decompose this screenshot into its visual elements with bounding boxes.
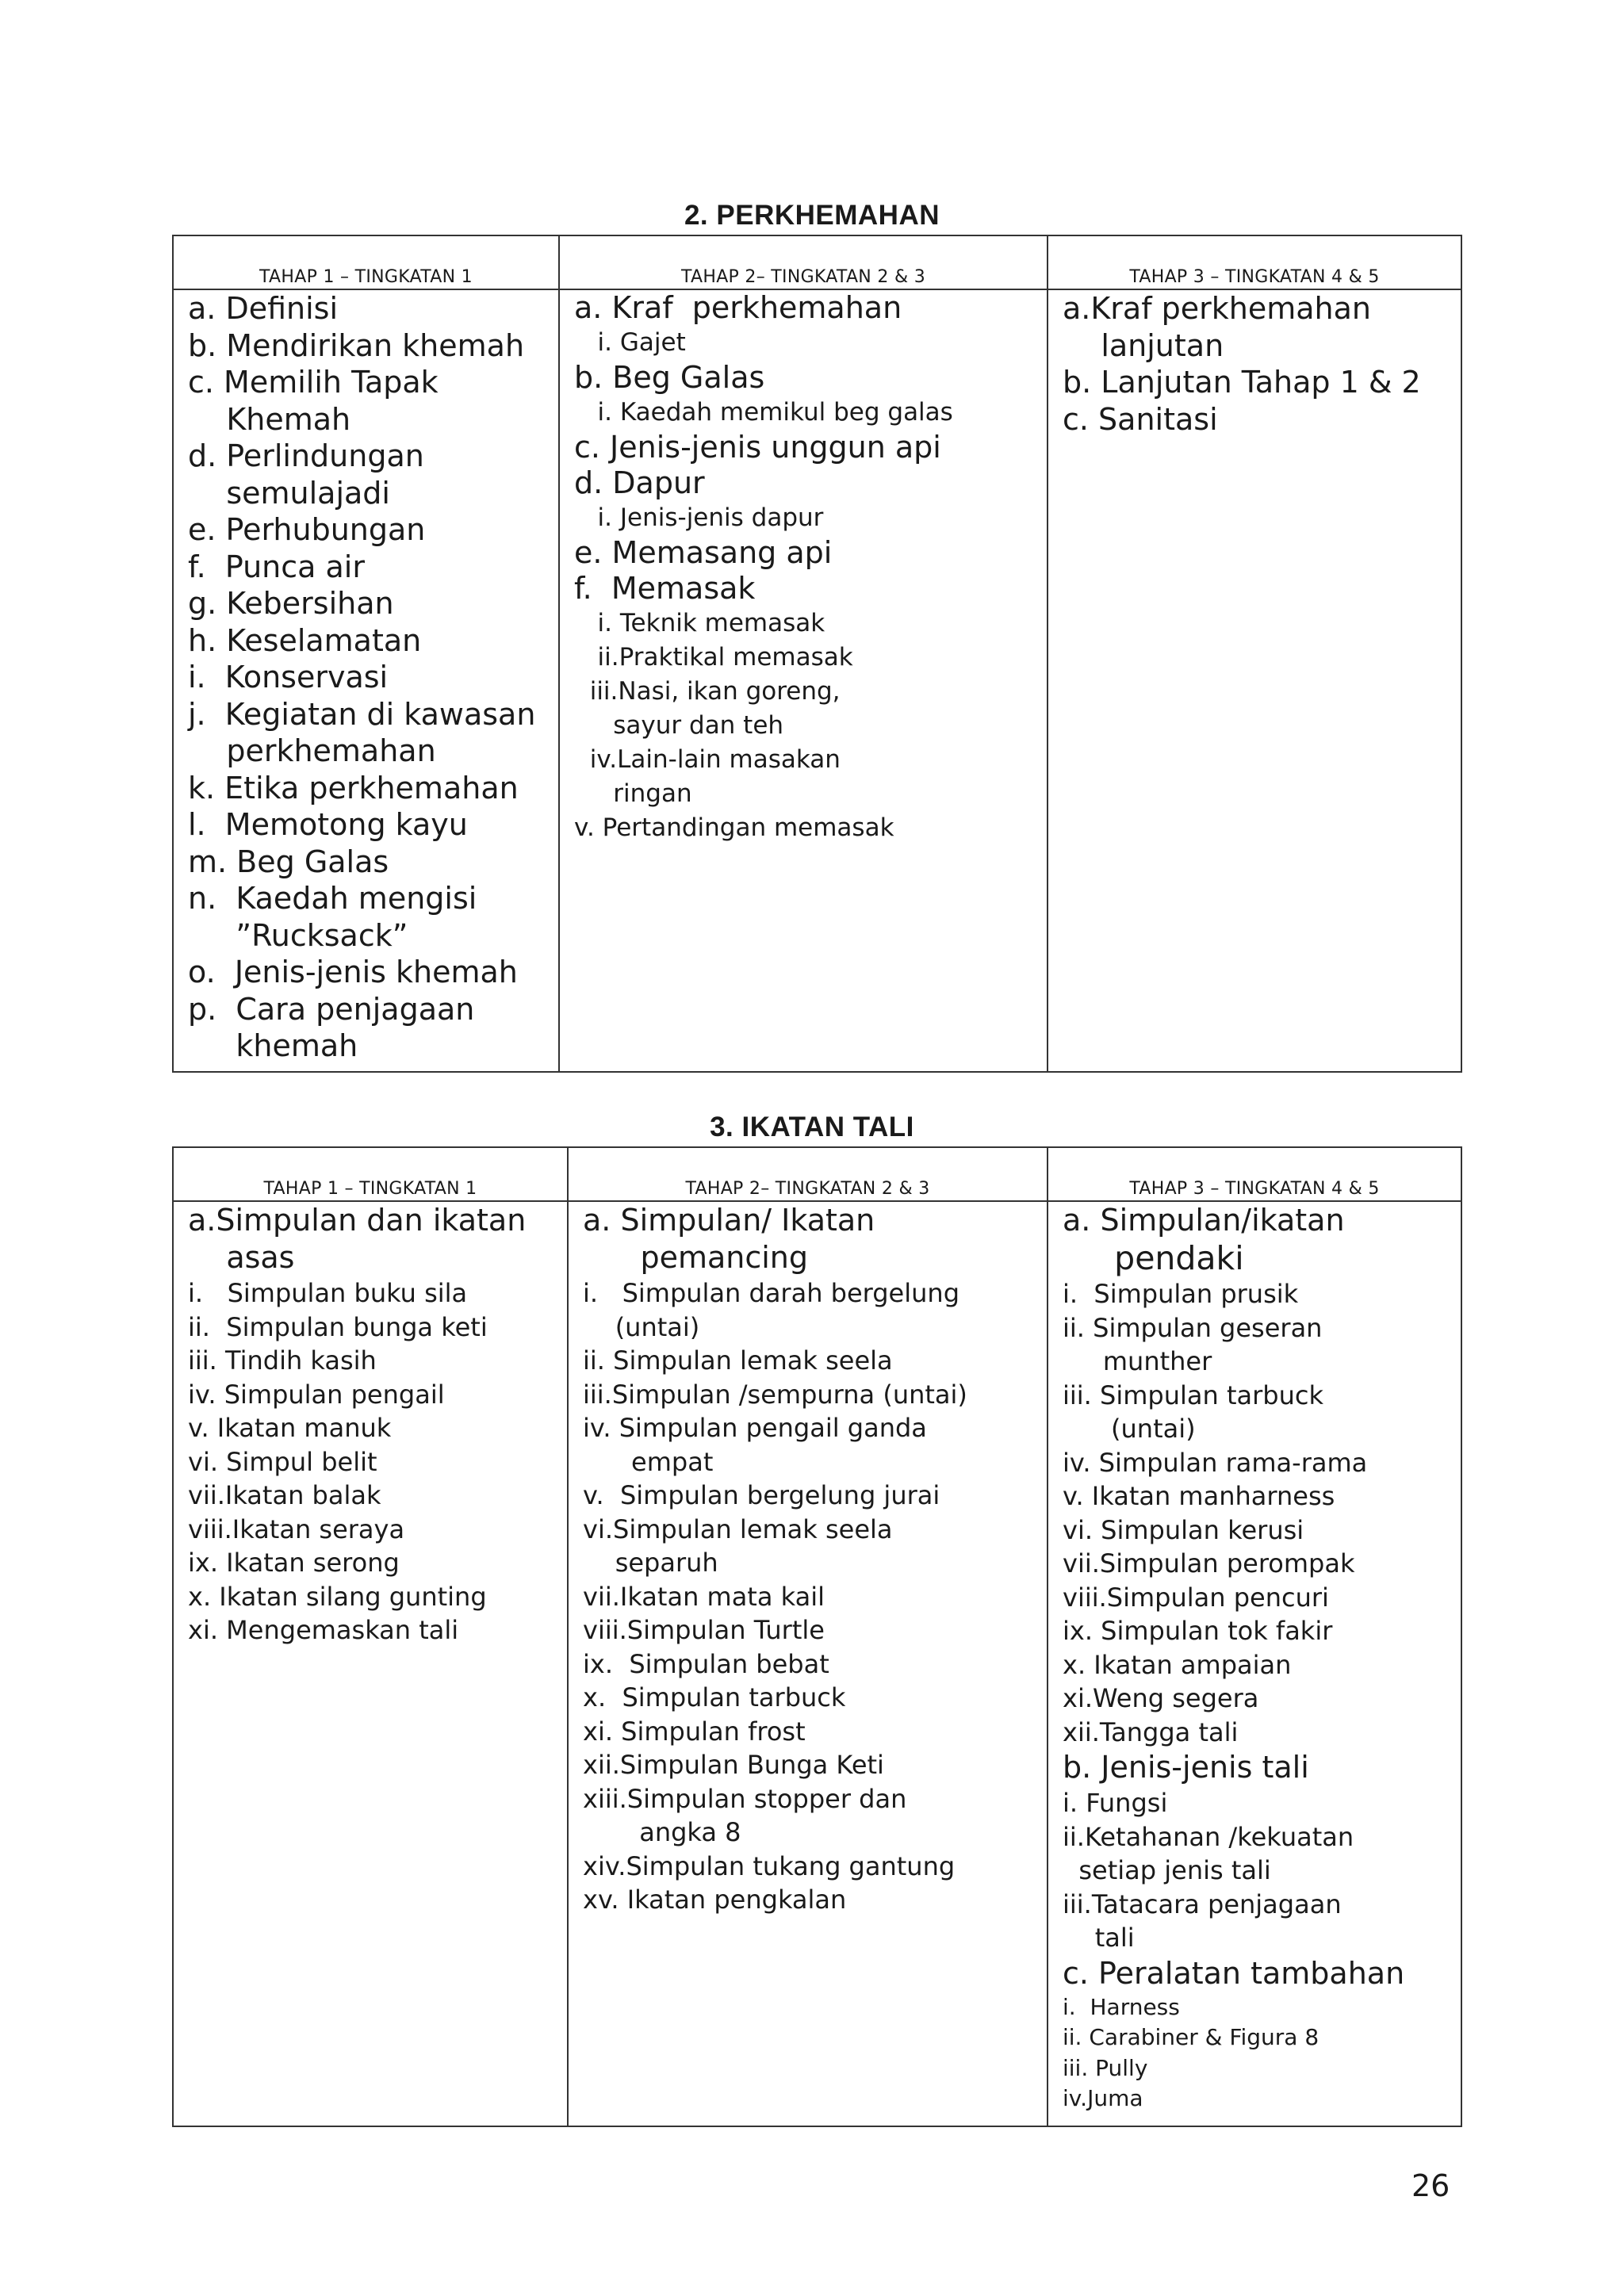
list-item: a. Definisi bbox=[188, 291, 339, 326]
list-item: c. Peralatan tambahan bbox=[1063, 1955, 1405, 1991]
list-item: ix. Ikatan serong bbox=[188, 1548, 400, 1578]
page-number: 26 bbox=[1411, 2168, 1450, 2203]
list-item: semulajadi bbox=[188, 475, 390, 511]
list-item: tali bbox=[1063, 1923, 1135, 1953]
list-item: i. Konservasi bbox=[188, 660, 389, 695]
list-item: iii. Pully bbox=[1063, 2054, 1148, 2081]
list-item: c. Jenis-jenis unggun api bbox=[574, 430, 941, 465]
list-item: i. Kaedah memikul beg galas bbox=[574, 398, 953, 427]
perkhemahan-tahap-1-list bbox=[174, 290, 558, 1065]
list-item: a.Simpulan dan ikatan bbox=[188, 1203, 527, 1238]
list-item: ix. Simpulan tok fakir bbox=[1063, 1616, 1333, 1646]
list-item: c. Memilih Tapak bbox=[188, 365, 439, 400]
list-item: c. Sanitasi bbox=[1063, 401, 1218, 437]
list-item: ii. Simpulan bunga keti bbox=[188, 1311, 488, 1342]
header-tahap-2: TAHAP 2– TINGKATAN 2 & 3 bbox=[559, 235, 1048, 289]
list-item: separuh bbox=[583, 1548, 718, 1578]
list-item: setiap jenis tali bbox=[1063, 1855, 1271, 1885]
list-item: xv. Ikatan pengkalan bbox=[583, 1885, 847, 1915]
list-item: vii.Simpulan perompak bbox=[1063, 1548, 1355, 1578]
list-item: f. Memasak bbox=[574, 571, 756, 606]
section-title-perkhemahan: 2. PERKHEMAHAN bbox=[684, 200, 940, 231]
list-item: d. Dapur bbox=[574, 465, 705, 500]
header-tahap-1: TAHAP 1 – TINGKATAN 1 bbox=[173, 1147, 568, 1201]
list-item: p. Cara penjagaan bbox=[188, 991, 475, 1027]
ikatan-tali-tahap-3-list bbox=[1048, 1202, 1461, 2114]
header-tahap-2: TAHAP 2– TINGKATAN 2 & 3 bbox=[568, 1147, 1048, 1201]
list-item: xi. Mengemaskan tali bbox=[188, 1615, 459, 1645]
list-item: vi. Simpul belit bbox=[188, 1446, 377, 1477]
list-item: a. Simpulan/ikatan bbox=[1063, 1203, 1345, 1238]
list-item: khemah bbox=[188, 1028, 358, 1063]
list-item: ringan bbox=[574, 779, 692, 808]
list-item: j. Kegiatan di kawasan bbox=[188, 696, 536, 732]
list-item: m. Beg Galas bbox=[188, 844, 389, 879]
list-item: xiii.Simpulan stopper dan bbox=[583, 1783, 907, 1814]
list-item: i. Teknik memasak bbox=[574, 609, 825, 637]
list-item: angka 8 bbox=[583, 1817, 741, 1847]
list-item: o. Jenis-jenis khemah bbox=[188, 955, 518, 989]
list-item: xiv.Simpulan tukang gantung bbox=[583, 1850, 956, 1881]
list-item: x. Ikatan silang gunting bbox=[188, 1581, 487, 1612]
header-tahap-3: TAHAP 3 – TINGKATAN 4 & 5 bbox=[1048, 1147, 1461, 1201]
list-item: Khemah bbox=[188, 401, 351, 437]
perkhemahan-tahap-1-cell bbox=[173, 289, 559, 1072]
list-item: b. Lanjutan Tahap 1 & 2 bbox=[1063, 365, 1421, 400]
list-item: iv.Lain-lain masakan bbox=[574, 745, 841, 774]
list-item: x. Ikatan ampaian bbox=[1063, 1649, 1292, 1680]
list-item: xi. Simpulan frost bbox=[583, 1716, 806, 1747]
list-item: viii.Simpulan pencuri bbox=[1063, 1582, 1329, 1613]
list-item: b. Jenis-jenis tali bbox=[1063, 1750, 1309, 1785]
list-item: ii. Simpulan lemak seela bbox=[583, 1345, 893, 1376]
list-item: ii.Praktikal memasak bbox=[574, 643, 853, 672]
perkhemahan-tahap-2-list bbox=[560, 290, 1047, 845]
list-item: xii.Simpulan Bunga Keti bbox=[583, 1750, 884, 1780]
list-item: a. Simpulan/ Ikatan bbox=[583, 1203, 875, 1238]
ikatan-tali-tahap-3-cell bbox=[1048, 1201, 1461, 2126]
list-item: ”Rucksack” bbox=[188, 917, 408, 953]
list-item: i. Jenis-jenis dapur bbox=[574, 503, 824, 532]
ikatan-tali-tahap-1-cell bbox=[173, 1201, 568, 2126]
list-item: vii.Ikatan balak bbox=[188, 1480, 381, 1510]
list-item: ii. Carabiner & Figura 8 bbox=[1063, 2024, 1320, 2050]
list-item: vii.Ikatan mata kail bbox=[583, 1581, 825, 1612]
list-item: v. Simpulan bergelung jurai bbox=[583, 1480, 940, 1510]
list-item: i. Gajet bbox=[574, 328, 686, 357]
list-item: viii.Ikatan seraya bbox=[188, 1513, 405, 1544]
table-perkhemahan bbox=[172, 235, 1462, 1073]
list-item: empat bbox=[583, 1446, 714, 1477]
list-item: iii.Simpulan /sempurna (untai) bbox=[583, 1379, 967, 1410]
header-tahap-1: TAHAP 1 – TINGKATAN 1 bbox=[173, 235, 559, 289]
list-item: iv. Simpulan pengail ganda bbox=[583, 1413, 927, 1443]
perkhemahan-tahap-2-cell bbox=[559, 289, 1048, 1072]
ikatan-tali-tahap-1-list bbox=[174, 1202, 567, 1647]
list-item: x. Simpulan tarbuck bbox=[583, 1682, 846, 1712]
perkhemahan-tahap-3-list bbox=[1048, 290, 1461, 438]
list-item: vi.Simpulan lemak seela bbox=[583, 1513, 893, 1544]
list-item: xi.Weng segera bbox=[1063, 1683, 1259, 1713]
list-item: i. Simpulan darah bergelung bbox=[583, 1278, 959, 1308]
list-item: h. Keselamatan bbox=[188, 622, 422, 658]
list-item: f. Punca air bbox=[188, 549, 365, 584]
list-item: k. Etika perkhemahan bbox=[188, 770, 519, 806]
perkhemahan-tahap-3-cell bbox=[1048, 289, 1461, 1072]
list-item: i. Fungsi bbox=[1063, 1788, 1168, 1818]
list-item: iv. Simpulan pengail bbox=[188, 1379, 445, 1410]
list-item: i. Simpulan prusik bbox=[1063, 1279, 1299, 1309]
list-item: (untai) bbox=[1063, 1414, 1196, 1444]
list-item: g. Kebersihan bbox=[188, 586, 394, 621]
table-ikatan-tali bbox=[172, 1146, 1462, 2127]
list-item: iii. Simpulan tarbuck bbox=[1063, 1380, 1323, 1410]
list-item: d. Perlindungan bbox=[188, 438, 424, 473]
list-item: iii. Tindih kasih bbox=[188, 1345, 377, 1376]
list-item: (untai) bbox=[583, 1311, 700, 1342]
list-item: v. Ikatan manharness bbox=[1063, 1481, 1335, 1511]
list-item: e. Perhubungan bbox=[188, 512, 426, 547]
list-item: iii.Tatacara penjagaan bbox=[1063, 1888, 1342, 1919]
list-item: e. Memasang api bbox=[574, 535, 833, 570]
section-title-ikatan-tali: 3. IKATAN TALI bbox=[710, 1112, 914, 1142]
list-item: iv. Simpulan rama-rama bbox=[1063, 1447, 1368, 1478]
list-item: iv.Juma bbox=[1063, 2085, 1143, 2111]
list-item: ii. Simpulan geseran bbox=[1063, 1312, 1323, 1343]
list-item: v. Ikatan manuk bbox=[188, 1413, 392, 1443]
list-item: pemancing bbox=[583, 1240, 809, 1275]
list-item: a. Kraf perkhemahan bbox=[574, 290, 902, 325]
list-item: ix. Simpulan bebat bbox=[583, 1648, 829, 1679]
list-item: i. Harness bbox=[1063, 1993, 1180, 2020]
list-item: l. Memotong kayu bbox=[188, 807, 468, 842]
list-item: v. Pertandingan memasak bbox=[574, 813, 894, 842]
list-item: viii.Simpulan Turtle bbox=[583, 1615, 825, 1645]
list-item: b. Mendirikan khemah bbox=[188, 327, 525, 363]
list-item: sayur dan teh bbox=[574, 711, 784, 740]
list-item: perkhemahan bbox=[188, 733, 436, 768]
list-item: iii.Nasi, ikan goreng, bbox=[574, 677, 841, 706]
list-item: munther bbox=[1063, 1346, 1212, 1376]
list-item: lanjutan bbox=[1063, 327, 1224, 363]
ikatan-tali-tahap-2-cell bbox=[568, 1201, 1048, 2126]
list-item: pendaki bbox=[1063, 1239, 1244, 1277]
list-item: n. Kaedah mengisi bbox=[188, 881, 477, 916]
list-item: asas bbox=[188, 1240, 295, 1275]
list-item: a.Kraf perkhemahan bbox=[1063, 291, 1371, 326]
list-item: vi. Simpulan kerusi bbox=[1063, 1514, 1304, 1545]
list-item: b. Beg Galas bbox=[574, 360, 765, 395]
list-item: ii.Ketahanan /kekuatan bbox=[1063, 1821, 1354, 1852]
ikatan-tali-tahap-2-list bbox=[569, 1202, 1047, 1917]
header-tahap-3: TAHAP 3 – TINGKATAN 4 & 5 bbox=[1048, 235, 1461, 289]
list-item: i. Simpulan buku sila bbox=[188, 1278, 468, 1308]
list-item: xii.Tangga tali bbox=[1063, 1716, 1239, 1747]
